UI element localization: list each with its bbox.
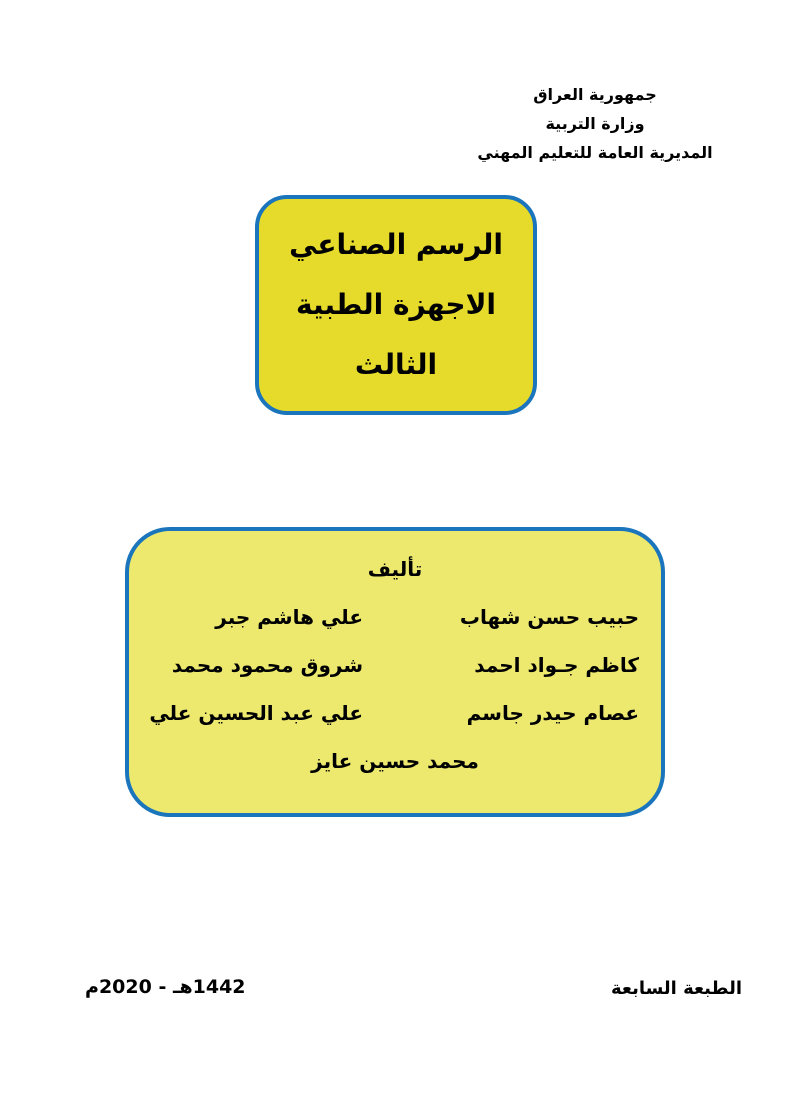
authors-row xyxy=(129,641,661,689)
book-title-topic: الاجهزة الطبية xyxy=(295,288,497,321)
book-title-grade: الثالث xyxy=(354,348,438,381)
authors-row xyxy=(129,593,661,641)
publication-date: 1442هـ - 2020م xyxy=(85,976,246,998)
author-name: حبيب حسن شهاب xyxy=(459,605,639,629)
header-line-directorate: المديرية العامة للتعليم المهني xyxy=(477,143,713,162)
authors-list xyxy=(129,593,661,737)
book-title-subject: الرسم الصناعي xyxy=(289,228,503,261)
authors-row xyxy=(129,689,661,737)
authors-box xyxy=(125,527,665,817)
author-name: علي عبد الحسين علي xyxy=(149,701,363,725)
author-name: شروق محمود محمد xyxy=(171,653,363,677)
title-box xyxy=(255,195,537,415)
ministry-header xyxy=(430,80,760,167)
edition-label: الطبعة السابعة xyxy=(611,978,742,999)
header-line-country: جمهورية العراق xyxy=(533,85,657,104)
author-name: علي هاشم جبر xyxy=(215,605,363,629)
header-line-ministry: وزارة التربية xyxy=(545,114,645,133)
author-name: عصام حيدر جاسم xyxy=(466,701,639,725)
author-name-centered: محمد حسين عايز xyxy=(311,749,479,773)
authors-heading: تأليف xyxy=(367,557,423,581)
author-name: كاظم جـواد احمد xyxy=(474,653,639,677)
